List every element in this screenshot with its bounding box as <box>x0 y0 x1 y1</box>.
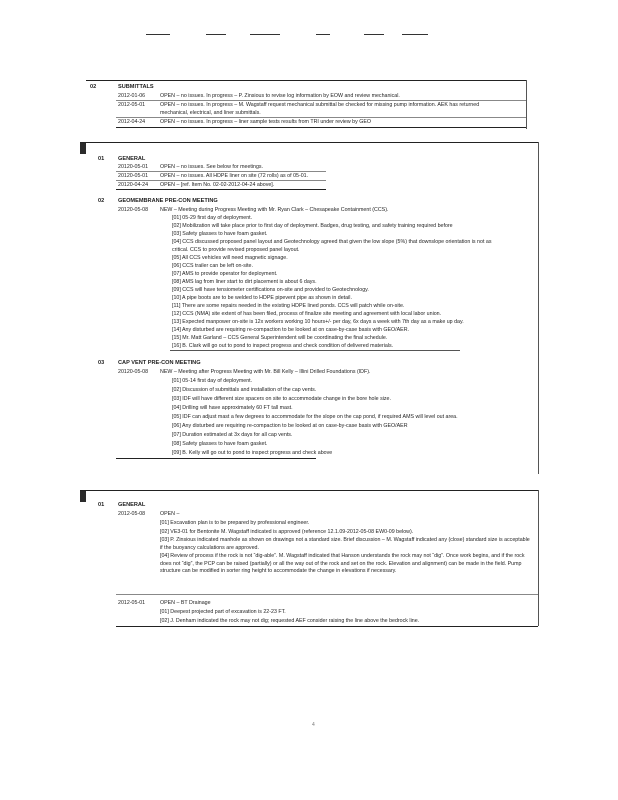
list-item: [01] Deepest projected part of excavation is 22-23 FT. <box>160 609 286 615</box>
section-bottom-rule <box>116 458 316 459</box>
row-rule <box>116 180 326 181</box>
section-number: 02 <box>90 84 97 90</box>
header-rule-2 <box>206 34 226 35</box>
row-date: 2012-04-24 <box>118 119 146 125</box>
list-item: [01] Excavation plan is to be prepared by professional engineer. <box>160 520 310 526</box>
list-item: [12] CCS (NMA) site extent of has been filed, process of finalize site meeting and agreement with local labor union. <box>172 311 442 317</box>
row-text: OPEN – no issues. See below for meetings. <box>160 164 264 170</box>
list-item: [02] J. Denham indicated the rock may not dig; requested AEF consider raising the line above the bedrock line. <box>160 618 420 624</box>
meeting-date: 20120-05-08 <box>118 369 149 375</box>
list-item: [11] There are some repairs needed in the existing HDPE lined ponds. CCS will patch while on-site. <box>172 303 405 309</box>
list-item: [09] CCS will have tensiometer certifications on-site and provided to Geotechnology. <box>172 287 369 293</box>
row-date: 20120-04-24 <box>118 182 149 188</box>
row-rule <box>116 189 326 190</box>
list-item: [04] Review of process if the rock is not “dig-able”. M. Wagstaff indicated that Hanson understands the rock may not “dig”. Once work begins, and if the rock does not “dig”, the PCP can be raised (partially) or all the way out of the rock and set on the rock. Elevation and alignment) can be made in the field. Pump structure can be modified in sorter ring height to accommodate the change in elevations if necessary. <box>160 553 525 575</box>
list-item: [02] Discussion of submittals and installation of the cap vents. <box>172 387 317 393</box>
list-item: [07] AMS to provide operator for deployment. <box>172 271 278 277</box>
row-status: OPEN – <box>160 511 180 517</box>
row-date: 20120-05-01 <box>118 164 149 170</box>
row-text: OPEN – [ref. Item No. 02-02-2012-04-24 above]. <box>160 182 275 188</box>
section-title: GENERAL <box>118 156 146 162</box>
row-text: OPEN – no issues. In progress – M. Wagstaff request mechanical submittal be checked for missing pump information. AEK has returned <box>160 102 480 108</box>
list-item: [15] Mr. Matt Garland – CCS General Superintendent will be coordinating the final schedule. <box>172 335 388 341</box>
list-item: [02] Mobilization will take place prior to first day of deployment. Badges, drug testing, and safety training required before <box>172 223 453 229</box>
section-bottom-rule <box>170 350 460 351</box>
list-item: [03] P. Zinsious indicated manhole as shown on drawings not a standard size. Brief discussion – M. Wagstaff indicated any (close) standard size is acceptable if the buoyancy calculations are approved. <box>160 537 530 551</box>
section-bottom-rule <box>116 626 538 627</box>
header-rule-3 <box>250 34 280 35</box>
submittals-bottom-rule <box>116 127 526 128</box>
list-item: [10] A pipe boots are to be welded to HDPE pipevent pipe as shown in detail. <box>172 295 352 301</box>
list-item: [01] 05-14 first day of deployment. <box>172 378 253 384</box>
meeting-date: 20120-05-08 <box>118 207 149 213</box>
list-item: [13] Expected manpower on-site is 12x workers working 10 hours+/- per day, 6x days a week with 7th day as a make up day. <box>172 319 464 325</box>
header-rule-4 <box>316 34 330 35</box>
block-b-right-border <box>538 142 539 474</box>
list-item: [08] AMS lag from liner start to dirt placement is about 6 days. <box>172 279 317 285</box>
list-item: [04] CCS discussed proposed panel layout and Geotechnology agreed that given the low slope (5%) that downslope orientation is not as <box>172 239 492 245</box>
row-date: 2012-05-01 <box>118 102 146 108</box>
section-title: GENERAL <box>118 502 146 508</box>
block-c-top-rule <box>80 490 538 491</box>
section-title: CAP VENT PRE-CON MEETING <box>118 360 201 366</box>
list-item: [04] Drilling will have approximately 60 FT tall mast. <box>172 405 293 411</box>
row-date: 2012-05-01 <box>118 600 146 606</box>
submittals-right-border <box>526 80 527 129</box>
section-number: 03 <box>98 360 105 366</box>
list-item: [09] B. Kelly will go out to pond to inspect progress and check above <box>172 450 333 456</box>
header-rule-5 <box>364 34 384 35</box>
row-text: OPEN – no issues. In progress – liner sample tests results from TRI under review by GEO <box>160 119 371 125</box>
row-date: 2012-05-08 <box>118 511 146 517</box>
list-item: [05] IDF can adjust mast a few degrees to accommodate for the slope on the cap pond, if required AMS will level out area. <box>172 414 458 420</box>
section-title: GEOMEMBRANE PRE-CON MEETING <box>118 198 218 204</box>
section-number: 01 <box>98 502 105 508</box>
list-item: [06] CCS trailer can be left on-site. <box>172 263 253 269</box>
row-text: OPEN – no issues. In progress – P. Zinsious to revise log information by EOW and review mechanical. <box>160 93 400 99</box>
meeting-intro: NEW – Meeting during Progress Meeting with Mr. Ryan Clark – Chesapeake Containment (CCS). <box>160 207 389 213</box>
list-item: critical. CCS to provide revised proposed panel layout. <box>172 247 300 253</box>
list-item: [08] Safety glasses to have foam gasket. <box>172 441 268 447</box>
meeting-intro: NEW – Meeting after Progress Meeting with Mr. Bill Kelly – Illini Drilled Foundations (IDF). <box>160 369 371 375</box>
list-item: [02] VE3-01 for Bentonite M. Wagstaff indicated is approved (reference 12.1.09-2012-05-08 EW0-09 below). <box>160 529 414 535</box>
header-rule-6 <box>402 34 428 35</box>
row-date: 2012-01-06 <box>118 93 146 99</box>
list-item: [01] 05-29 first day of deployment. <box>172 215 253 221</box>
list-item: [05] All CCS vehicles will need magnetic signage. <box>172 255 288 261</box>
section-number: 01 <box>98 156 105 162</box>
row-status: OPEN – BT Drainage <box>160 600 211 606</box>
row-rule <box>116 594 538 595</box>
block-b-top-rule <box>80 142 538 143</box>
page-number: 4 <box>312 722 315 728</box>
row-rule <box>116 100 526 101</box>
list-item: [16] B. Clark will go out to pond to inspect progress and check condition of delivered materials. <box>172 343 394 349</box>
section-title: SUBMITTALS <box>118 84 154 90</box>
row-text-continued: mechanical, electrical, and liner submittals. <box>160 110 261 116</box>
section-number: 02 <box>98 198 105 204</box>
submittals-top-rule <box>86 80 526 81</box>
row-rule <box>116 171 326 172</box>
block-c-marker <box>80 490 86 502</box>
row-text: OPEN – no issues. All HDPE liner on site (72 rolls) as of 05-01. <box>160 173 309 179</box>
list-item: [07] Duration estimated at 3x days for all cap vents. <box>172 432 293 438</box>
block-c-right-border <box>538 490 539 626</box>
list-item: [03] IDF will have different size spacers on site to accommodate change in the bore hole size. <box>172 396 391 402</box>
list-item: [06] Any disturbed are requiring re-compaction to be looked at on case-by-case basis with GEO/AER <box>172 423 408 429</box>
list-item: [14] Any disturbed are requiring re-compaction to be looked at on case-by-case basis with GEO/AER. <box>172 327 410 333</box>
row-rule <box>116 117 526 118</box>
block-b-marker <box>80 142 86 154</box>
list-item: [03] Safety glasses to have foam gasket. <box>172 231 268 237</box>
row-date: 20120-05-01 <box>118 173 149 179</box>
header-rule-1 <box>146 34 170 35</box>
